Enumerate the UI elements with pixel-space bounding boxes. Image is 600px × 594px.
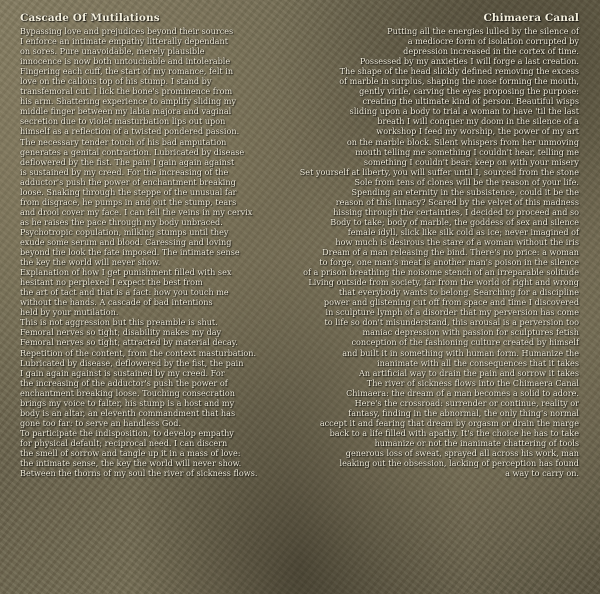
lyric-line: female idyll, slick like silk cold as ice; never imagined of (347, 226, 579, 237)
lyric-line: Living outside from society, far from the world of right and wrong (308, 277, 579, 288)
lyric-line: held by your mutilation. (20, 307, 119, 318)
lyric-line: brings my voice to falter, his stump is a host and my (20, 397, 235, 408)
lyric-line: Possessed by my anxieties I will forge a last creation. (359, 56, 579, 67)
lyric-line: This is not aggression but this preamble is shut. (20, 317, 218, 328)
lyric-line: enchantment breaking loose. Touching consecration (20, 387, 235, 398)
lyric-line: without the hands. A cascade of bad intentions (20, 297, 213, 308)
lyric-line: something I couldn't bear: keep on with your misery (363, 156, 579, 167)
lyrics-column-left (20, 12, 278, 478)
lyric-line: leaking out the obsession, lacking of perception has found (339, 458, 579, 469)
lyric-line: Body to take; body of marble, the goddess of sex and silence (330, 216, 579, 227)
lyric-line: that everybody wants to belong. Searching for a discipline (338, 287, 579, 298)
lyric-line: loose. Snaking through the steppe of the unusual far (20, 186, 237, 197)
song-title-right: Chimaera Canal (483, 12, 579, 24)
lyric-line: An artificial way to drain the pain and sorrow it takes (359, 367, 579, 378)
lyrics-column-right (297, 12, 579, 478)
lyric-line: Spending an eternity in the subsistence, could it be the (351, 186, 579, 197)
lyric-line: Explanation of how I get punishment filled with sex (20, 267, 232, 278)
lyric-line: The necessary tender touch of his bad amputation (20, 136, 227, 147)
lyric-line: to life so don't misunderstand, this arousal is a perversion too (324, 317, 579, 328)
lyric-line: the art of tact and that is a fact: how you touch me (20, 287, 229, 298)
lyric-line: of marble in surplus, shaping the nose forming the mouth, (339, 76, 579, 87)
lyric-line: Sole from tens of clones will be the reason of your life. (354, 176, 579, 187)
lyric-line: To participate the indisposition, to develop empathy (20, 427, 234, 438)
lyric-line: how much is desirous the stare of a woman without the iris (335, 236, 579, 247)
lyric-line: innocence is now both untouchable and intolerable (20, 56, 231, 67)
lyric-line: beyond the look the fate imposed. The intimate sense (20, 247, 240, 258)
lyric-line: gently virile, carving the eyes proposing the purpose: (359, 86, 579, 97)
lyric-line: The river of sickness flows into the Chimaera Canal (366, 377, 579, 388)
lyric-line: adductor's push the power of enchantment breaking (20, 176, 236, 187)
lyric-line: conception of the fashioning culture created by himself (351, 337, 579, 348)
lyric-line: to forge, one man's meat is another man's poison in the silence (319, 257, 579, 268)
lyric-line: mouth telling me something I couldn't hear, telling me (355, 146, 579, 157)
lyrics-body-right (297, 26, 579, 478)
lyric-line: middle finger between my labia majora and vaginal (20, 106, 232, 117)
lyric-line: the intimate sense, the key the world will never show. (20, 458, 242, 469)
lyric-line: his arm. Shattering experience to amplify sliding my (20, 96, 237, 107)
lyric-line: a way to carry on. (505, 468, 579, 479)
lyric-line: Femoral nerves so tight; attracted by material decay. (20, 337, 238, 348)
lyric-line: inanimate with all the consequences that it takes (377, 357, 579, 368)
lyric-line: generous loss of sweat, sprayed all across his work, man (345, 447, 579, 458)
lyric-line: in sculpture lymph of a disorder that my perversion has come (325, 307, 579, 318)
lyric-line: fantasy, finding in the abnormal, the only thing's normal (348, 407, 579, 418)
lyric-line: body is an altar, an eleventh commandment that has (20, 407, 236, 418)
lyric-line: Dream of a man releasing the bind. There's no price: a woman (322, 247, 579, 258)
lyric-line: Chimaera: the dream of a man becomes a solid to adore. (346, 387, 579, 398)
lyric-line: hissing through the certainties, I decided to proceed and so (333, 206, 579, 217)
lyric-line: for physical default; reciprocal need. I can discern (20, 437, 228, 448)
lyric-line: Putting all the energies lulled by the silence of (387, 26, 579, 36)
lyric-line: Here's the crossroad: surrender or continue, reality or (354, 397, 579, 408)
lyric-line: the smell of sorrow and tangle up it in a mass of love: (20, 447, 241, 458)
lyric-line: gone too far: to serve an handless God. (20, 417, 182, 428)
lyric-line: maniac depression with passion for sculptures fetish (362, 327, 579, 338)
lyric-line: is sustained by my creed. For the increasing of the (20, 166, 229, 177)
lyric-line: reason of this lunacy? Scared by the velvet of this madness (335, 196, 579, 207)
lyric-line: humanize or not the inanimate chattering of tools (374, 437, 579, 448)
lyric-line: love on the callous top of his stump. I stand by (20, 76, 212, 87)
lyric-line: Between the thorns of my soul the river of sickness flows. (20, 468, 258, 479)
lyric-line: power and glistening cut off from space and time I discovered (323, 297, 579, 308)
lyric-line: I gain again against is sustained by my creed. For (20, 367, 225, 378)
lyric-line: and built it in something with human form. Humanize the (342, 347, 579, 358)
lyric-line: on sores. Pure unavoidable, merely plausible (20, 46, 205, 57)
lyric-line: workshop I feed my worship, the power of my art (376, 126, 579, 137)
lyric-line: creating the ultimate kind of person. Beautiful wisps (362, 96, 579, 107)
lyric-line: the increasing of the adductor's push the power of (20, 377, 228, 388)
lyric-line: sliding upon a body to trial a woman to have 'til the last (349, 106, 579, 117)
lyric-line: The shape of the head slickly defined removing the excess (339, 66, 579, 77)
lyric-line: from disgrace, he pumps in and out the stump, tears (20, 196, 237, 207)
lyric-line: a mediocre form of isolation corrupted by (407, 36, 579, 47)
lyric-line: Psychotropic copulation, milking stumps until they (20, 226, 229, 237)
lyric-line: Repetition of the content, from the context masturbation. (20, 347, 257, 358)
lyrics-body-left (20, 26, 278, 478)
lyric-line: generates a genital contraction. Lubricated by disease (20, 146, 245, 157)
lyric-line: as he raises the pace through my body unbraced. (20, 216, 223, 227)
lyric-line: depression increased in the cortex of time. (403, 46, 579, 57)
lyric-line: and drool cover my face. I can fell the veins in my cervix (20, 206, 253, 217)
lyric-line: deflowered by the fist. The pain I gain again against (20, 156, 235, 167)
lyric-line: accept it and fearing that dream by orgasm or drain the marge (319, 417, 579, 428)
lyric-line: back to a life filled with apathy. It's the choice he has to take (329, 427, 579, 438)
lyric-line: the key the world will never show. (20, 257, 161, 268)
lyric-line: of a prison breathing the noisome stench of an irreparable solitude (303, 267, 579, 278)
lyric-line: transfemoral cut. I lick the bone's prominence from (20, 86, 233, 97)
lyric-line: Set yourself at liberty, you will suffer until I, sourced from the stone (299, 166, 579, 177)
lyric-line: Bypassing love and prejudices beyond their sources (20, 26, 234, 36)
lyric-line: Femoral nerves so tight; disability makes my day (20, 327, 222, 338)
lyric-line: breath I will conquer my doom in the silence of a (377, 116, 579, 127)
lyric-line: Lubricated by disease, deflowered by the fist, the pain (20, 357, 244, 368)
lyric-line: himself as a reflection of a twisted pondered passion. (20, 126, 240, 137)
lyric-line: I enforce an intimate empathy litterally dependant (20, 36, 228, 47)
lyric-line: on the marble block. Silent whispers from her unmoving (346, 136, 579, 147)
song-title-left: Cascade Of Mutilations (20, 12, 160, 24)
lyric-line: hesitant no perplexed I expect the best from (20, 277, 203, 288)
lyric-line: secretion due to violet masturbation lips out upon (20, 116, 226, 127)
lyric-line: exude some serum and blood. Caressing and loving (20, 236, 232, 247)
lyric-line: Fingering each cuff, the start of my romance, felt in (20, 66, 234, 77)
